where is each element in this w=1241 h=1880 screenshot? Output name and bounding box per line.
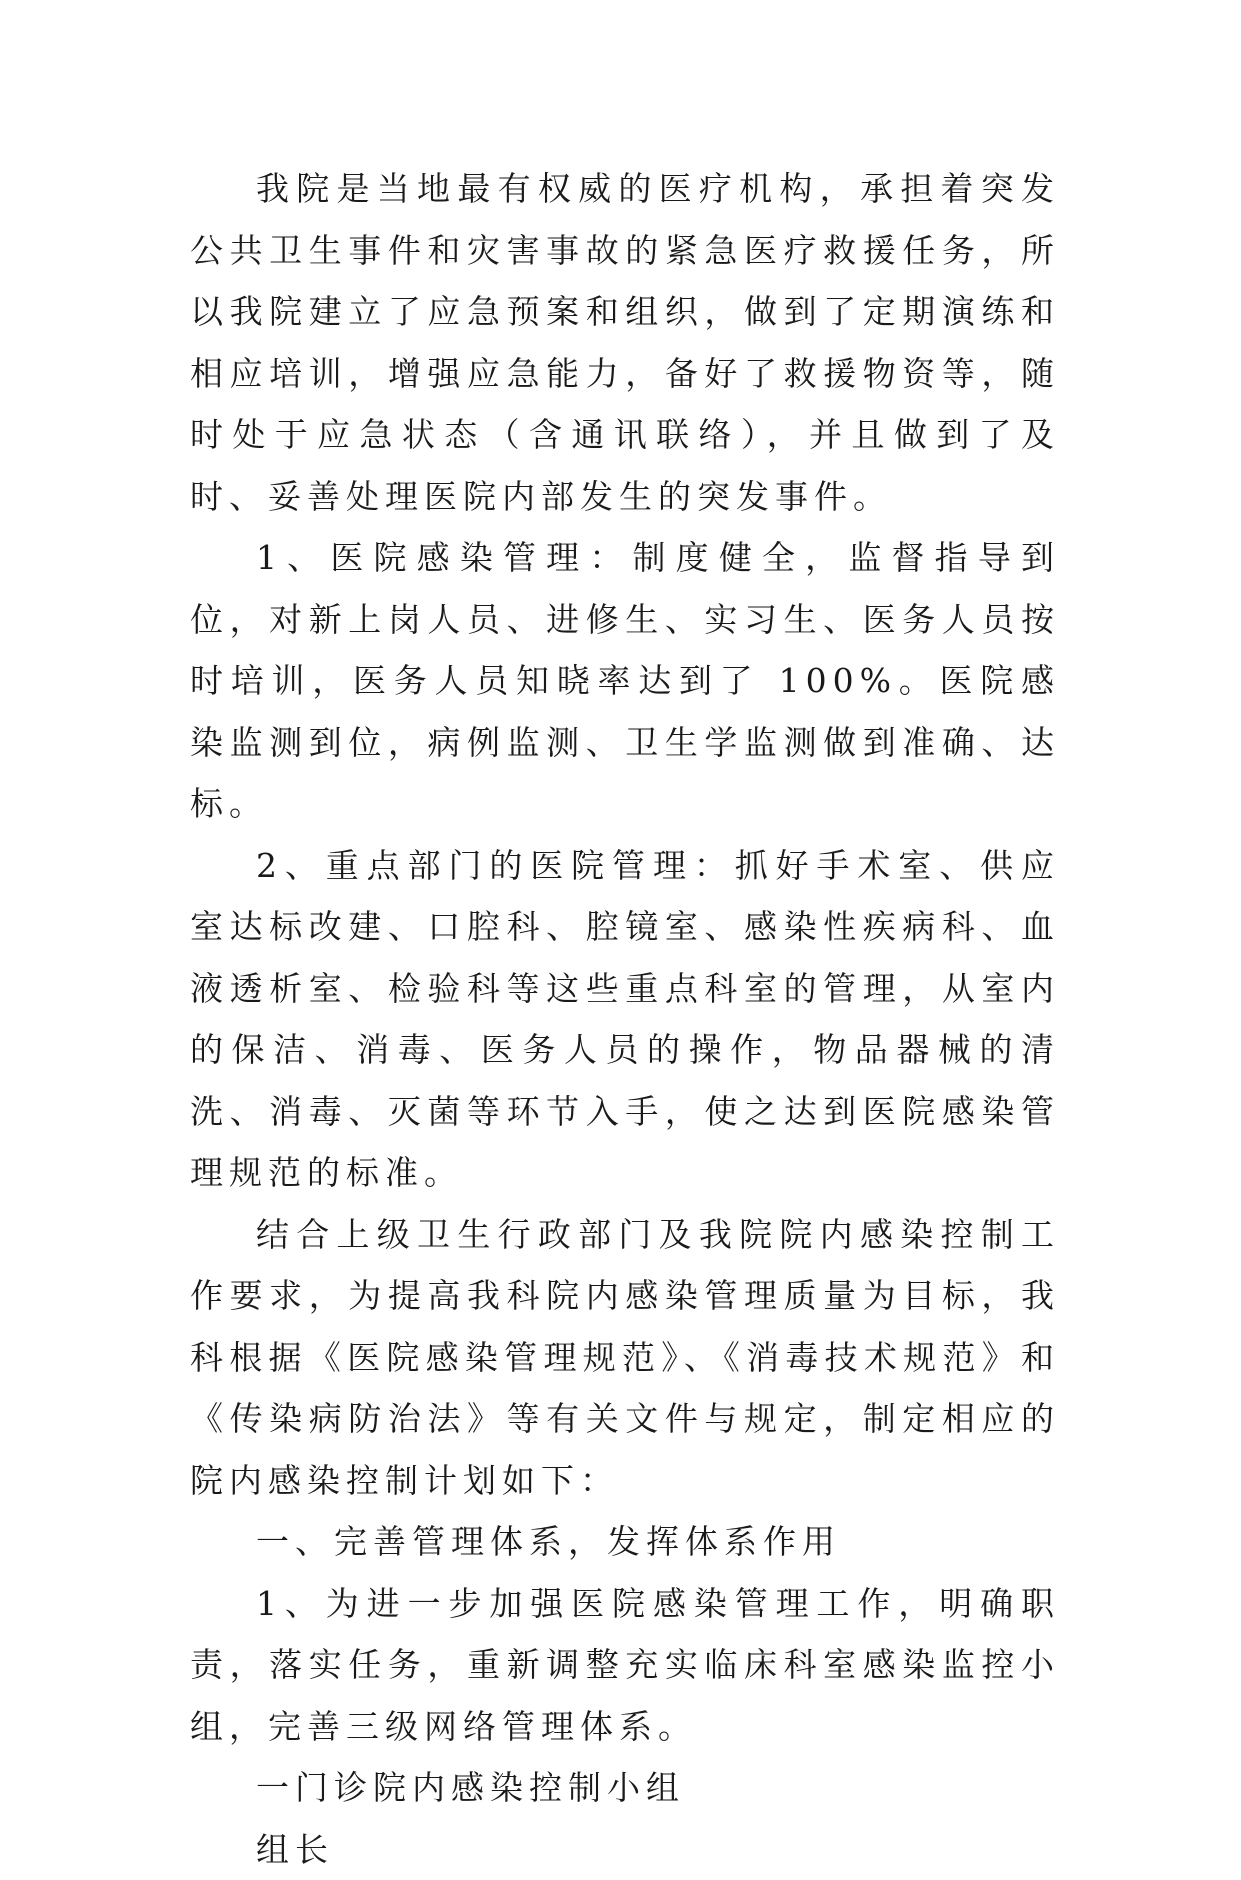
outpatient-control-group-heading: 一门诊院内感染控制小组 [190,1757,1060,1819]
paragraph-three-level-network: 1、为进一步加强医院感染管理工作，明确职责，落实任务，重新调整充实临床科室感染监控小组，完善三级网络管理体系。 [190,1573,1060,1758]
section-heading-management-system: 一、完善管理体系，发挥体系作用 [190,1511,1060,1573]
paragraph-control-plan-intro: 结合上级卫生行政部门及我院院内感染控制工作要求，为提高我科院内感染管理质量为目标，我科根据《医院感染管理规范》、《消毒技术规范》和《传染病防治法》等有关文件与规定，制定相应的院内感染控制计划如下： [190,1204,1060,1512]
group-leader-label: 组长 [190,1819,1060,1880]
paragraph-infection-management: 1、医院感染管理：制度健全，监督指导到位，对新上岗人员、进修生、实习生、医务人员按时培训，医务人员知晓率达到了 100%。医院感染监测到位，病例监测、卫生学监测做到准确、达标。 [190,527,1060,835]
paragraph-key-department-management: 2、重点部门的医院管理：抓好手术室、供应室达标改建、口腔科、腔镜室、感染性疾病科、血液透析室、检验科等这些重点科室的管理，从室内的保洁、消毒、医务人员的操作，物品器械的清洗、消毒、灭菌等环节入手，使之达到医院感染管理规范的标准。 [190,835,1060,1204]
document-body [190,158,1060,1880]
paragraph-emergency-response: 我院是当地最有权威的医疗机构，承担着突发公共卫生事件和灾害事故的紧急医疗救援任务，所以我院建立了应急预案和组织，做到了定期演练和相应培训，增强应急能力，备好了救援物资等，随时处于应急状态（含通讯联络），并且做到了及时、妥善处理医院内部发生的突发事件。 [190,158,1060,527]
